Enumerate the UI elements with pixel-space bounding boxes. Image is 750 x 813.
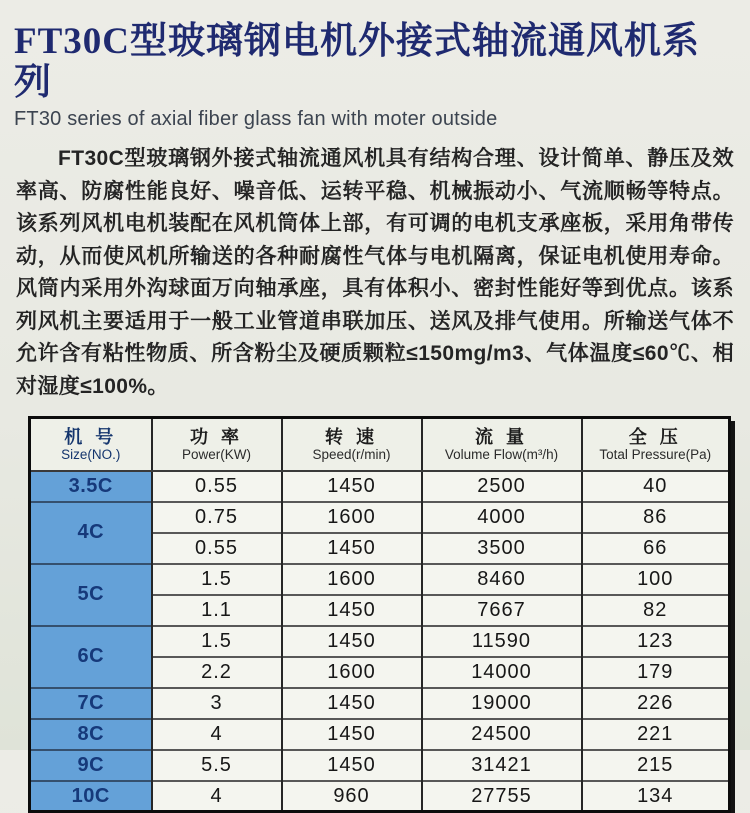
table-row	[30, 781, 730, 812]
pressure-cell: 86	[582, 502, 730, 533]
table-row	[30, 626, 730, 657]
flow-cell: 3500	[422, 533, 582, 564]
power-cell: 1.5	[152, 626, 282, 657]
pressure-cell: 215	[582, 750, 730, 781]
speed-cell: 1450	[282, 750, 422, 781]
pressure-cell: 221	[582, 719, 730, 750]
power-cell: 0.75	[152, 502, 282, 533]
power-cell: 3	[152, 688, 282, 719]
speed-cell: 1600	[282, 564, 422, 595]
speed-cell: 1450	[282, 471, 422, 502]
flow-cell: 27755	[422, 781, 582, 812]
pressure-cell: 40	[582, 471, 730, 502]
speed-cell: 1450	[282, 533, 422, 564]
size-cell: 7C	[30, 688, 152, 719]
pressure-cell: 134	[582, 781, 730, 812]
speed-cell: 1600	[282, 502, 422, 533]
speed-cell: 960	[282, 781, 422, 812]
page-subtitle: FT30 series of axial fiber glass fan with moter outside	[14, 108, 498, 131]
pressure-cell: 100	[582, 564, 730, 595]
page-title: FT30C型玻璃钢电机外接式轴流通风机系列	[14, 21, 700, 103]
flow-cell: 7667	[422, 595, 582, 626]
table-row	[30, 502, 730, 533]
size-cell: 8C	[30, 719, 152, 750]
flow-cell: 4000	[422, 502, 582, 533]
pressure-cell: 179	[582, 657, 730, 688]
power-cell: 1.5	[152, 564, 282, 595]
table-row	[30, 688, 730, 719]
speed-cell: 1450	[282, 719, 422, 750]
column-header-zh: 功 率	[189, 427, 243, 448]
size-cell: 3.5C	[30, 471, 152, 502]
size-cell: 10C	[30, 781, 152, 812]
flow-cell: 31421	[422, 750, 582, 781]
pressure-cell: 66	[582, 533, 730, 564]
column-header-en: Power(KW)	[181, 447, 251, 463]
table-row	[30, 719, 730, 750]
product-description: FT30C型玻璃钢外接式轴流通风机具有结构合理、设计简单、静压及效率高、防腐性能良好、噪音低、运转平稳、机械振动小、气流顺畅等特点。该系列风机电机装配在风机筒体上部，有可调的电机支承座板，采用角带传动，从而使风机所输送的各种耐腐性气体与电机隔离，保证电机使用寿命。风筒内采用外沟球面万向轴承座，具有体积小、密封性能好等到优点。该系列风机主要适用于一般工业管道串联加压、送风及排气使用。所输送气体不允许含有粘性物质、所含粉尘及硬质颗粒≤150mg/m3、气体温度≤60℃、相对湿度≤100%。	[16, 147, 734, 398]
column-header	[582, 418, 730, 471]
column-header	[282, 418, 422, 471]
column-header	[152, 418, 282, 471]
spec-table-header	[30, 418, 730, 471]
column-header-zh: 机 号	[64, 427, 118, 448]
column-header-en: Volume Flow(m³/h)	[444, 447, 559, 463]
pressure-cell: 123	[582, 626, 730, 657]
power-cell: 2.2	[152, 657, 282, 688]
pressure-cell: 226	[582, 688, 730, 719]
speed-cell: 1450	[282, 626, 422, 657]
power-cell: 4	[152, 781, 282, 812]
column-header-en: Total Pressure(Pa)	[599, 447, 712, 463]
column-header-zh: 全 压	[628, 427, 682, 448]
speed-cell: 1600	[282, 657, 422, 688]
size-cell: 5C	[30, 564, 152, 626]
flow-cell: 2500	[422, 471, 582, 502]
column-header	[30, 418, 152, 471]
size-cell: 6C	[30, 626, 152, 688]
spec-table	[28, 416, 731, 813]
column-header-zh: 流 量	[474, 427, 528, 448]
power-cell: 0.55	[152, 533, 282, 564]
size-cell: 9C	[30, 750, 152, 781]
flow-cell: 11590	[422, 626, 582, 657]
flow-cell: 8460	[422, 564, 582, 595]
flow-cell: 14000	[422, 657, 582, 688]
speed-cell: 1450	[282, 688, 422, 719]
pressure-cell: 82	[582, 595, 730, 626]
power-cell: 5.5	[152, 750, 282, 781]
power-cell: 0.55	[152, 471, 282, 502]
column-header-en: Size(NO.)	[61, 447, 121, 463]
column-header-en: Speed(r/min)	[312, 447, 391, 463]
speed-cell: 1450	[282, 595, 422, 626]
power-cell: 1.1	[152, 595, 282, 626]
table-row	[30, 564, 730, 595]
flow-cell: 24500	[422, 719, 582, 750]
spec-table-body	[30, 471, 730, 812]
flow-cell: 19000	[422, 688, 582, 719]
power-cell: 4	[152, 719, 282, 750]
column-header	[422, 418, 582, 471]
table-row	[30, 750, 730, 781]
size-cell: 4C	[30, 502, 152, 564]
table-row	[30, 471, 730, 502]
column-header-zh: 转 速	[324, 427, 378, 448]
